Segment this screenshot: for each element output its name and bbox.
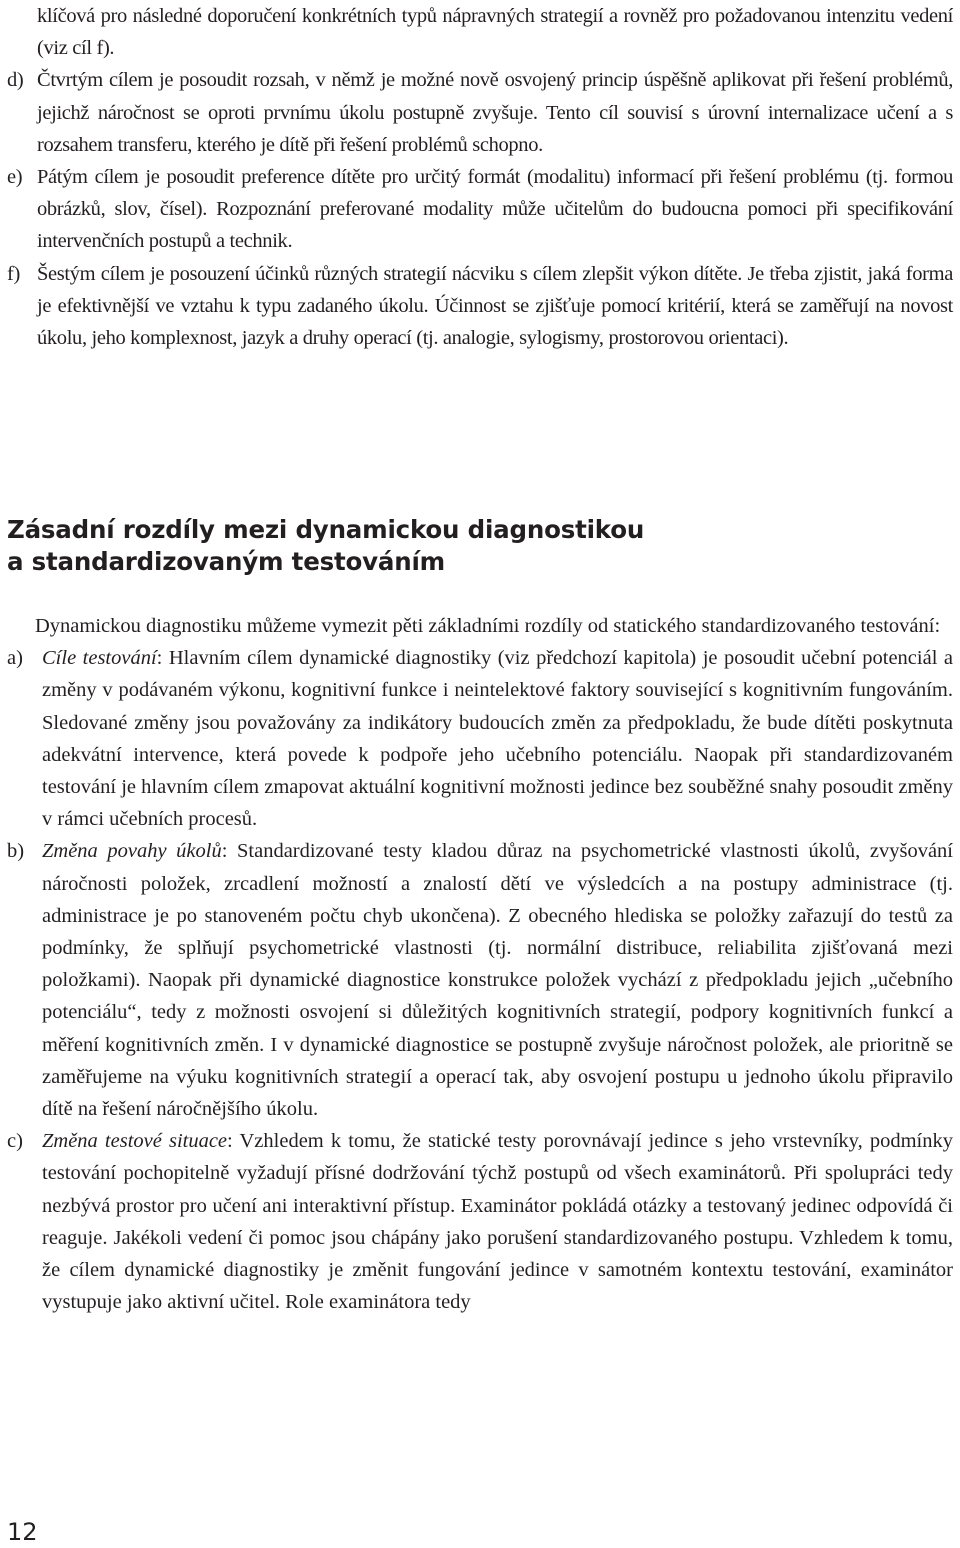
- difference-body: Standardizované testy kladou důraz na psychometrické vlastnosti úkolů, zvyšování náročnosti položek, zrcadlení možností a znalostí dětí ve výsledcích a na postupy administrace (tj. administrace je po stanoveném počtu chyb ukončena). Z obecného hlediska se položky zařazují do testů za podmínky, že splňují psychometrické vlastnosti (tj. normální distribuce, reliabilita zjišťovaná mezi položkami). Naopak při dynamické diagnostice konstrukce položek vychází z předpokladu jejich „učebního potenciálu“, tedy z možnosti osvojení si důležitých kognitivních strategií, podpory kognitivních funkcí a měření kognitivních změn. I v dynamické diagnostice se postupně zvyšuje náročnost položek, ale prioritně se zaměřujeme na výuku kognitivních strategií a operací tak, aby osvojení postupu u jednoho úkolu připravilo dítě na řešení náročnějšího úkolu.: [42, 840, 953, 1121]
- list-marker: b): [7, 840, 25, 863]
- list-item-continuation: [7, 0, 953, 64]
- list-item-text: Šestým cílem je posouzení účinků různých strategií nácviku s cílem zlepšit výkon dítěte. Je třeba zjistit, jaká forma je efektivnější ve vztahu k typu zadaného úkolu. Účinnost se zjišťuje pomocí kritérií, která se zaměřují na novost úkolu, jeho komplexnost, jazyk a druhy operací (tj. analogie, sylogismy, prostorovou orientaci).: [37, 262, 953, 350]
- term-separator: :: [221, 840, 228, 863]
- list-marker: c): [7, 1130, 23, 1153]
- difference-term: Změna testové situace: [42, 1130, 228, 1153]
- difference-text: [42, 1125, 953, 1318]
- goals-list-continued: [7, 0, 953, 354]
- list-item-text: Čtvrtým cílem je posoudit rozsah, v němž je možné nově osvojený princip úspěšně aplikovat při řešení problémů, jejichž náročnost se oproti prvnímu úkolu postupně zvyšuje. Tento cíl souvisí s úrovní internalizace učení a s rozsahem transferu, kterého je dítě při řešení problémů schopno.: [37, 69, 953, 156]
- list-item-text: Pátým cílem je posoudit preference dítěte pro určitý formát (modalitu) informací při řešení problému (tj. formou obrázků, slov, čísel). Rozpoznání preferované modality může učitelům do budoucna pomoci při specifikování intervenčních postupů a technik.: [37, 166, 953, 253]
- difference-text: [42, 642, 953, 835]
- list-marker: d): [7, 69, 24, 92]
- difference-body: Vzhledem k tomu, že statické testy porovnávají jedince s jeho vrstevníky, podmínky testování pochopitelně vyžadují přísné dodržování týchž postupů od všech examinátorů. Při spolupráci tedy nezbývá prostor pro učení ani interaktivní přístup. Examinátor pokládá otázky a testovaný jedinec odpovídá či reaguje. Jakékoli vedení či pomoc jsou chápány jako porušení standardizovaného postupu. Vzhledem k tomu, že cílem dynamické diagnostiky je změnit fungování jedince v samotném kontextu testování, examinátor vystupuje jako aktivní učitel. Role examinátora tedy: [42, 1130, 953, 1314]
- difference-body: Hlavním cílem dynamické diagnostiky (viz předchozí kapitola) je posoudit učební potenciál a změny v podávaném výkonu, kognitivní funkce i neintelektové faktory související s kognitivním fungováním. Sledované změny jsou považovány za indikátory budoucích změn za předpokladu, že bude dítěti poskytnuta adekvátní intervence, která povede k podpoře jeho učebního potenciálu. Naopak při standardizovaném testování je hlavním cílem zmapovat aktuální kognitivní možnosti jedince bez souběžné snahy posoudit změny v rámci učebních procesů.: [42, 647, 953, 831]
- section-heading-line-1: Zásadní rozdíly mezi dynamickou diagnostikou: [7, 515, 645, 544]
- difference-item-a: [7, 642, 953, 835]
- list-item-d: [7, 64, 953, 161]
- difference-item-c: [7, 1125, 953, 1318]
- list-marker: a): [7, 647, 23, 670]
- list-item-e: [7, 161, 953, 258]
- difference-term: Cíle testování: [42, 647, 157, 670]
- paragraph-continuation: klíčová pro následné doporučení konkrétních typů nápravných strategií a rovněž pro požadovanou intenzitu vedení (viz cíl f).: [37, 5, 953, 60]
- term-separator: :: [227, 1130, 233, 1153]
- term-separator: :: [156, 647, 163, 670]
- list-item-f: [7, 258, 953, 355]
- section-heading: [7, 514, 644, 578]
- page-number: 12: [7, 1518, 38, 1546]
- list-marker: f): [7, 262, 20, 285]
- difference-text: [42, 835, 953, 1125]
- difference-item-b: [7, 835, 953, 1125]
- list-marker: e): [7, 166, 23, 189]
- section-heading-line-2: a standardizovaným testováním: [7, 547, 446, 576]
- differences-section: [7, 610, 953, 1318]
- intro-paragraph: Dynamickou diagnostiku můžeme vymezit pěti základními rozdíly od statického standardizovaného testování:: [35, 615, 941, 637]
- difference-term: Změna povahy úkolů: [42, 840, 222, 863]
